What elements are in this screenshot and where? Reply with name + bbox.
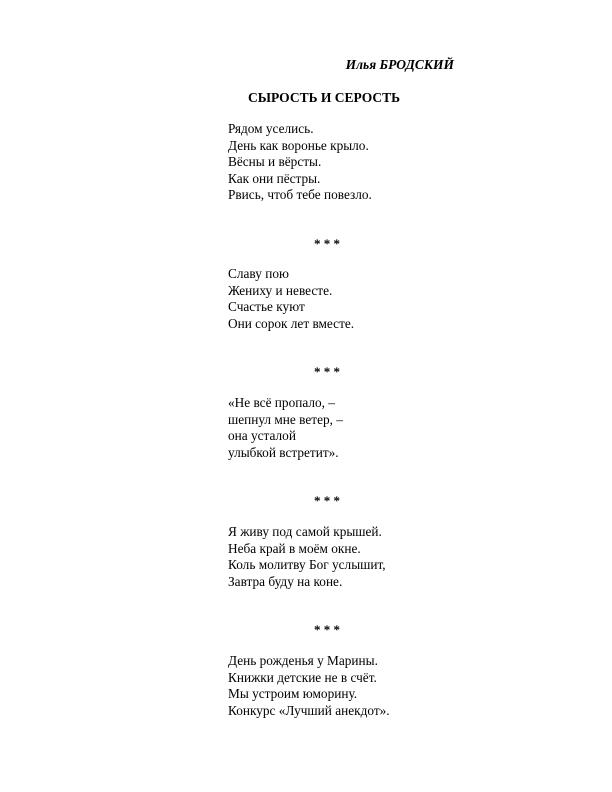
section-separator: * * *	[314, 622, 340, 637]
stanza-line: Они сорок лет вместе.	[228, 315, 355, 331]
section-separator: * * *	[314, 236, 340, 251]
stanza-line: День как воронье крыло.	[228, 137, 369, 153]
stanza-4	[228, 524, 386, 590]
stanza-line: Как они пёстры.	[228, 170, 321, 186]
stanza-line: День рожденья у Марины.	[228, 653, 378, 668]
section-separator: * * *	[314, 493, 340, 508]
stanza-line: улыбкой встретит».	[228, 444, 339, 460]
stanza-5	[228, 653, 390, 719]
stanza-line: Вёсны и вёрсты.	[228, 154, 322, 170]
stanza-1	[228, 121, 372, 204]
stanza-line: она усталой	[228, 428, 296, 444]
stanza-line: Жениху и невесте.	[228, 282, 333, 298]
stanza-line: Книжки детские не в счёт.	[228, 669, 377, 685]
poem-title: СЫРОСТЬ И СЕРОСТЬ	[248, 90, 401, 105]
stanza-line: «Не всё пропало, –	[228, 395, 335, 410]
section-separator: * * *	[314, 364, 340, 379]
stanza-line: Мы устроим юморину.	[228, 686, 358, 702]
stanza-line: Коль молитву Бог услышит,	[228, 557, 386, 573]
stanza-line: Рядом уселись.	[228, 121, 314, 136]
stanza-line: Неба край в моём окне.	[228, 540, 361, 556]
stanza-line: Конкурс «Лучший анекдот».	[228, 702, 390, 718]
stanza-line: Счастье куют	[228, 299, 305, 315]
stanza-line: Я живу под самой крышей.	[228, 524, 382, 539]
author-name: Илья БРОДСКИЙ	[345, 57, 454, 72]
stanza-2	[228, 266, 354, 332]
stanza-line: Рвись, чтоб тебе повезло.	[228, 187, 372, 203]
stanza-line: Завтра буду на коне.	[228, 573, 343, 589]
stanza-line: Славу пою	[228, 266, 289, 281]
stanza-line: шепнул мне ветер, –	[228, 411, 343, 427]
stanza-3	[228, 395, 343, 461]
